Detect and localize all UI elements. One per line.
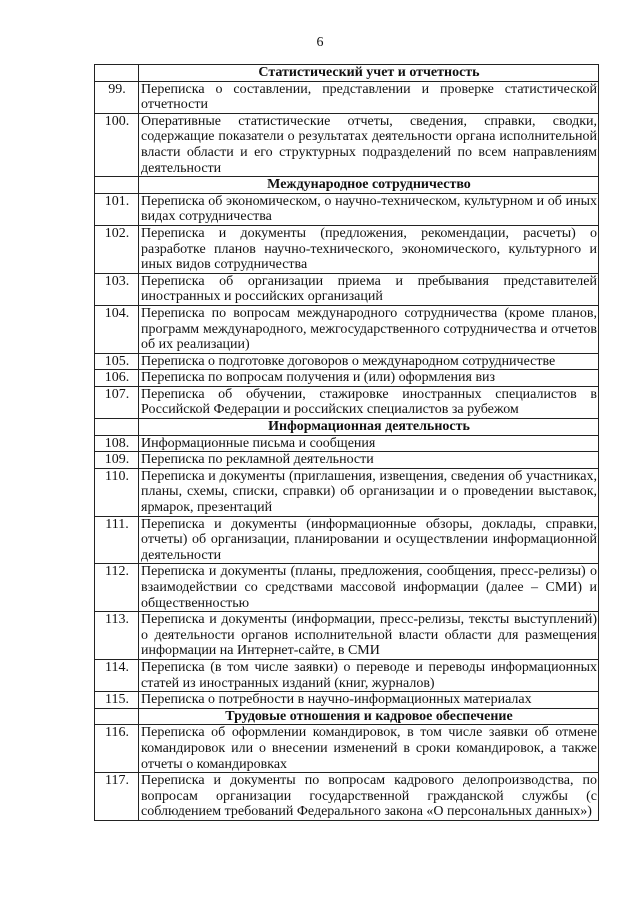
item-number: 115. xyxy=(95,692,139,709)
item-number: 107. xyxy=(95,386,139,418)
table-row xyxy=(95,193,599,225)
item-description: Переписка по рекламной деятельности xyxy=(139,452,599,469)
section-number-cell xyxy=(95,708,139,725)
table-row xyxy=(95,435,599,452)
table-row xyxy=(95,273,599,305)
item-number: 101. xyxy=(95,193,139,225)
table-row xyxy=(95,516,599,564)
table-row xyxy=(95,353,599,370)
table-row xyxy=(95,305,599,353)
item-number: 108. xyxy=(95,435,139,452)
item-number: 116. xyxy=(95,725,139,773)
table-row xyxy=(95,113,599,176)
item-description: Переписка и документы (приглашения, извещения, сведения об участниках, планы, схемы, списки, справки) об организации и о проведении выставок, ярмарок, презентаций xyxy=(139,468,599,516)
table-row xyxy=(95,564,599,612)
table-row xyxy=(95,81,599,113)
records-table-body xyxy=(95,65,599,821)
item-number: 117. xyxy=(95,773,139,821)
section-header-row xyxy=(95,419,599,436)
item-description: Переписка и документы (информационные обзоры, доклады, справки, отчеты) об организации, планировании и осуществлении информационной деятельности xyxy=(139,516,599,564)
item-description: Переписка и документы (планы, предложения, сообщения, пресс-релизы) о взаимодействии со средствами массовой информации (далее – СМИ) и общественностью xyxy=(139,564,599,612)
table-row xyxy=(95,725,599,773)
item-description: Переписка и документы (информации, пресс-релизы, тексты выступлений) о деятельности органов исполнительной власти области для размещения информации на Интернет-сайте, в СМИ xyxy=(139,612,599,660)
section-title: Международное сотрудничество xyxy=(139,177,599,194)
item-description: Переписка об экономическом, о научно-техническом, культурном и об иных видах сотрудничества xyxy=(139,193,599,225)
item-description: Переписка о потребности в научно-информационных материалах xyxy=(139,692,599,709)
item-number: 103. xyxy=(95,273,139,305)
item-description: Переписка и документы (предложения, рекомендации, расчеты) о разработке планов научно-технического, экономического, культурного и иных видов сотрудничества xyxy=(139,225,599,273)
section-number-cell xyxy=(95,419,139,436)
item-number: 100. xyxy=(95,113,139,176)
item-number: 106. xyxy=(95,370,139,387)
item-description: Переписка и документы по вопросам кадрового делопроизводства, по вопросам организации государственной гражданской службы (с соблюдением требований Федерального закона «О персональных данных») xyxy=(139,773,599,821)
item-description: Переписка по вопросам получения и (или) оформления виз xyxy=(139,370,599,387)
section-number-cell xyxy=(95,177,139,194)
section-title: Трудовые отношения и кадровое обеспечение xyxy=(139,708,599,725)
item-number: 111. xyxy=(95,516,139,564)
item-description: Информационные письма и сообщения xyxy=(139,435,599,452)
item-description: Переписка об оформлении командировок, в том числе заявки об отмене командировок или о внесении изменений в сроки командировок, а также отчеты о командировках xyxy=(139,725,599,773)
item-description: Переписка о составлении, представлении и проверке статистической отчетности xyxy=(139,81,599,113)
section-header-row xyxy=(95,708,599,725)
item-description: Оперативные статистические отчеты, сведения, справки, сводки, содержащие показатели о результатах деятельности органа исполнительной власти области и его структурных подразделений по всем направлениям деятельности xyxy=(139,113,599,176)
records-table xyxy=(94,64,599,821)
item-number: 114. xyxy=(95,659,139,691)
table-row xyxy=(95,225,599,273)
item-number: 109. xyxy=(95,452,139,469)
table-row xyxy=(95,370,599,387)
table-row xyxy=(95,659,599,691)
section-title: Статистический учет и отчетность xyxy=(139,65,599,82)
table-row xyxy=(95,452,599,469)
table-row xyxy=(95,468,599,516)
table-row xyxy=(95,773,599,821)
item-number: 105. xyxy=(95,353,139,370)
item-number: 113. xyxy=(95,612,139,660)
item-number: 99. xyxy=(95,81,139,113)
section-title: Информационная деятельность xyxy=(139,419,599,436)
section-header-row xyxy=(95,65,599,82)
section-number-cell xyxy=(95,65,139,82)
item-number: 102. xyxy=(95,225,139,273)
item-description: Переписка (в том числе заявки) о переводе и переводы информационных статей из иностранных изданий (книг, журналов) xyxy=(139,659,599,691)
section-header-row xyxy=(95,177,599,194)
item-description: Переписка об обучении, стажировке иностранных специалистов в Российской Федерации и российских специалистов за рубежом xyxy=(139,386,599,418)
item-number: 110. xyxy=(95,468,139,516)
item-description: Переписка об организации приема и пребывания представителей иностранных и российских организаций xyxy=(139,273,599,305)
page-number: 6 xyxy=(316,35,324,50)
table-row xyxy=(95,692,599,709)
item-description: Переписка о подготовке договоров о международном сотрудничестве xyxy=(139,353,599,370)
table-row xyxy=(95,386,599,418)
item-description: Переписка по вопросам международного сотрудничества (кроме планов, программ международного, межгосударственного сотрудничества и отчетов об их реализации) xyxy=(139,305,599,353)
item-number: 104. xyxy=(95,305,139,353)
table-row xyxy=(95,612,599,660)
item-number: 112. xyxy=(95,564,139,612)
